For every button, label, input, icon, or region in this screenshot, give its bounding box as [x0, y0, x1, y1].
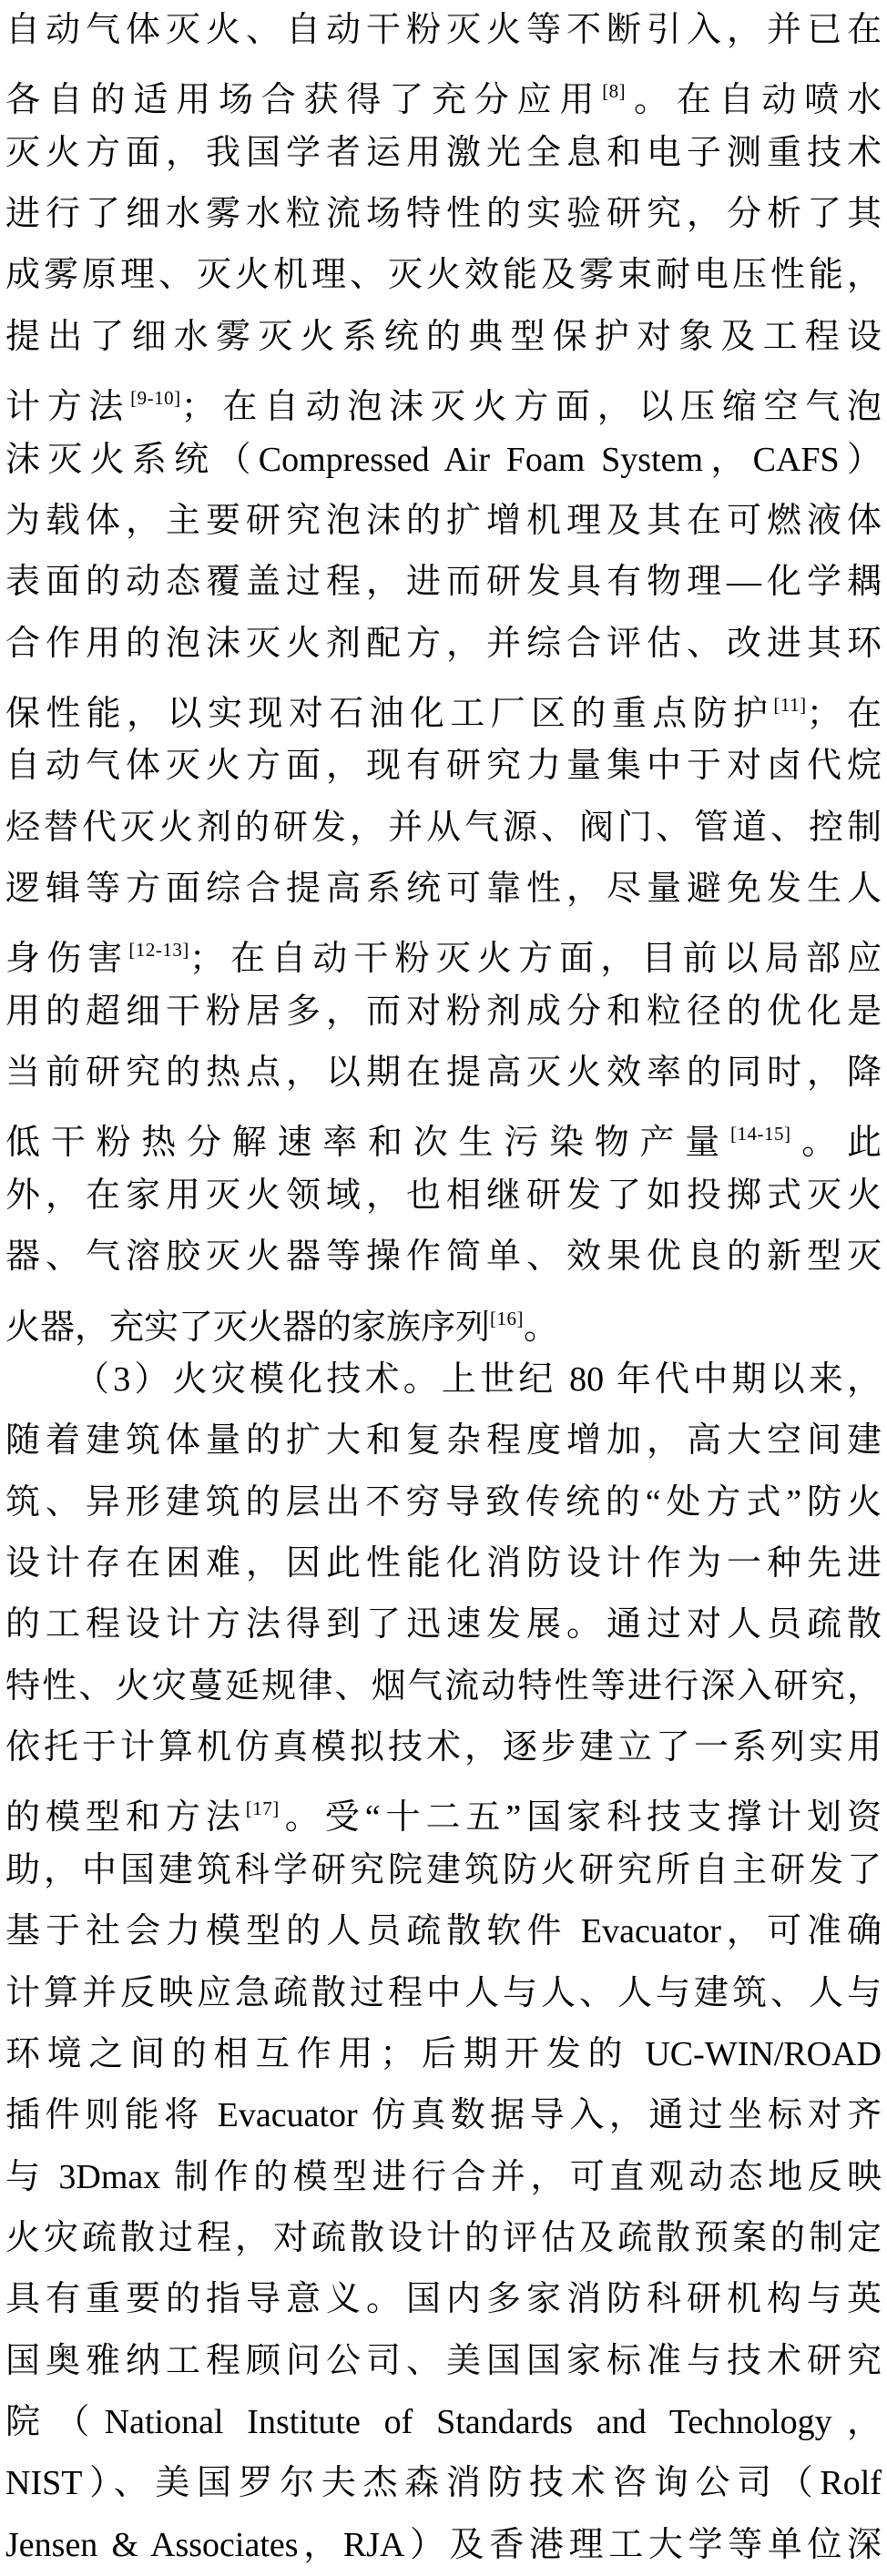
text-run: 身伤害: [5, 940, 129, 979]
text-line: [5, 123, 882, 184]
citation-ref: [9-10]: [130, 387, 181, 410]
text-line: [5, 1963, 882, 2024]
text-run: 计方法: [5, 388, 131, 427]
text-run: 烃替代灭火剂的研发，并从气源、阀门、管道、控制: [5, 808, 882, 847]
text-run: 灭火方面，我国学者运用激光全息和电子测重技术: [5, 133, 882, 172]
text-line: [5, 2208, 882, 2269]
citation-ref: [11]: [773, 693, 807, 716]
text-run: 提出了细水雾灭火系统的典型保护对象及工程设: [5, 317, 882, 356]
text-run: 特性、火灾蔓延规律、烟气流动特性等进行深入研究，: [5, 1666, 882, 1705]
citation-ref: [12-13]: [128, 939, 189, 962]
text-run: 当前研究的热点，以期在提高灭火效率的同时，降: [5, 1054, 882, 1093]
text-run: 的模型和方法: [5, 1798, 246, 1838]
text-line: [5, 245, 882, 306]
text-run: 外，在家用灭火领域，也相继研发了如投掷式灭火: [5, 1176, 882, 1215]
text-run: 。: [524, 1308, 559, 1347]
text-line: [5, 920, 882, 981]
text-line: [5, 2147, 882, 2208]
text-run: 各自的适用场合获得了充分应用: [5, 81, 603, 120]
text-line: [5, 1227, 882, 1288]
text-run: 。在自动喷水: [626, 81, 882, 120]
text-run: 院（National Institute of Standards and Technology，: [5, 2403, 882, 2442]
text-run: 计算并反映应急疏散过程中人与人、人与建筑、人与: [5, 1973, 882, 2012]
text-line: [5, 2453, 882, 2514]
text-column: [5, 0, 882, 2576]
text-run: 低干粉热分解速率和次生污染物产量: [5, 1124, 730, 1163]
text-run: 的工程设计方法得到了迅速发展。通过对人员疏散: [5, 1605, 882, 1644]
text-line: [5, 614, 882, 675]
text-line: [5, 1472, 882, 1533]
text-run: 。此: [790, 1124, 882, 1163]
text-line: [5, 1594, 882, 1655]
text-run: 依托于计算机仿真模拟技术，逐步建立了一系列实用: [5, 1728, 882, 1767]
text-line: [5, 307, 882, 368]
text-run: 环境之间的相互作用；后期开发的 UC-WIN/ROAD: [5, 2034, 882, 2073]
text-line: [5, 1717, 882, 1778]
text-line: [5, 1166, 882, 1227]
text-line: [5, 1778, 882, 1839]
text-line: [5, 2331, 882, 2392]
text-run: 为载体，主要研究泡沫的扩增机理及其在可燃液体: [5, 501, 882, 540]
text-line: [5, 1104, 882, 1165]
text-line: [5, 2024, 882, 2085]
text-line: [5, 2269, 882, 2330]
text-run: 筑、异形建筑的层出不穷导致传统的“处方式”防火: [5, 1482, 882, 1522]
citation-ref: [8]: [602, 80, 627, 103]
text-run: 表面的动态覆盖过程，进而研发具有物理—化学耦: [5, 563, 882, 602]
text-run: 与 3Dmax 制作的模型进行合并，可直观动态地反映: [5, 2157, 882, 2196]
text-run: ；在自动干粉灭火方面，目前以局部应: [189, 940, 882, 979]
text-run: Jensen & Associates，RJA）及香港理工大学等单位深: [5, 2525, 882, 2564]
text-run: NIST）、美国罗尔夫杰森消防技术咨询公司（Rolf: [5, 2464, 882, 2503]
text-run: 随着建筑体量的扩大和复杂程度增加，高大空间建: [5, 1421, 882, 1461]
text-line: [5, 1533, 882, 1594]
text-run: 插件则能将 Evacuator 仿真数据导入，通过坐标对齐: [5, 2096, 882, 2135]
text-line: [5, 675, 882, 736]
text-line: [5, 1901, 882, 1962]
text-run: 逻辑等方面综合提高系统可靠性，尽量避免发生人: [5, 870, 882, 909]
text-line: [5, 982, 882, 1043]
text-run: 器、气溶胶灭火器等操作简单、效果优良的新型灭: [5, 1237, 882, 1277]
text-run: 自动气体灭火方面，现有研究力量集中于对卤代烷: [5, 747, 882, 786]
text-line: [5, 0, 882, 61]
text-line: [5, 798, 882, 859]
text-run: 火灾疏散过程，对疏散设计的评估及疏散预案的制定: [5, 2218, 882, 2257]
text-line: [5, 1288, 882, 1349]
text-run: （3）火灾模化技术。上世纪 80 年代中期以来，: [75, 1359, 882, 1399]
text-line: [5, 859, 882, 920]
text-run: 成雾原理、灭火机理、灭火效能及雾束耐电压性能，: [5, 256, 882, 295]
text-line: [5, 552, 882, 613]
citation-ref: [14-15]: [730, 1123, 791, 1145]
text-line: [5, 736, 882, 797]
text-run: 。受“十二五”国家科技支撑计划资: [279, 1798, 882, 1838]
text-line: [5, 61, 882, 122]
text-line: [5, 1043, 882, 1104]
text-run: ；在自动泡沫灭火方面，以压缩空气泡: [180, 388, 882, 427]
text-line: [5, 2515, 882, 2576]
text-line: [5, 1349, 882, 1410]
text-run: 保性能，以实现对石油化工厂区的重点防护: [5, 694, 774, 733]
text-run: 国奥雅纳工程顾问公司、美国国家标准与技术研究: [5, 2341, 882, 2380]
text-run: 自动气体灭火、自动干粉灭火等不断引入，并已在: [5, 11, 882, 49]
text-run: 助，中国建筑科学研究院建筑防火研究所自主研发了: [5, 1850, 882, 1889]
text-line: [5, 1410, 882, 1471]
text-run: 火器，充实了灭火器的家族序列: [5, 1308, 491, 1347]
text-run: 沫灭火系统（Compressed Air Foam System，CAFS）: [5, 440, 882, 479]
text-run: 具有重要的指导意义。国内多家消防科研机构与英: [5, 2280, 882, 2319]
text-line: [5, 2392, 882, 2453]
text-line: [5, 368, 882, 429]
text-run: 进行了细水雾水粒流场特性的实验研究，分析了其: [5, 195, 882, 234]
text-run: 用的超细干粉居多，而对粉剂成分和粒径的优化是: [5, 992, 882, 1031]
text-line: [5, 1840, 882, 1901]
text-run: ；在: [806, 694, 882, 733]
text-run: 基于社会力模型的人员疏散软件 Evacuator，可准确: [5, 1912, 882, 1951]
text-line: [5, 491, 882, 552]
text-run: 合作用的泡沫灭火剂配方，并综合评估、改进其环: [5, 624, 882, 663]
citation-ref: [16]: [490, 1307, 525, 1329]
citation-ref: [17]: [245, 1797, 280, 1820]
text-line: [5, 184, 882, 245]
text-line: [5, 1656, 882, 1717]
text-line: [5, 2085, 882, 2146]
text-run: 设计存在困难，因此性能化消防设计作为一种先进: [5, 1543, 882, 1583]
text-line: [5, 430, 882, 491]
